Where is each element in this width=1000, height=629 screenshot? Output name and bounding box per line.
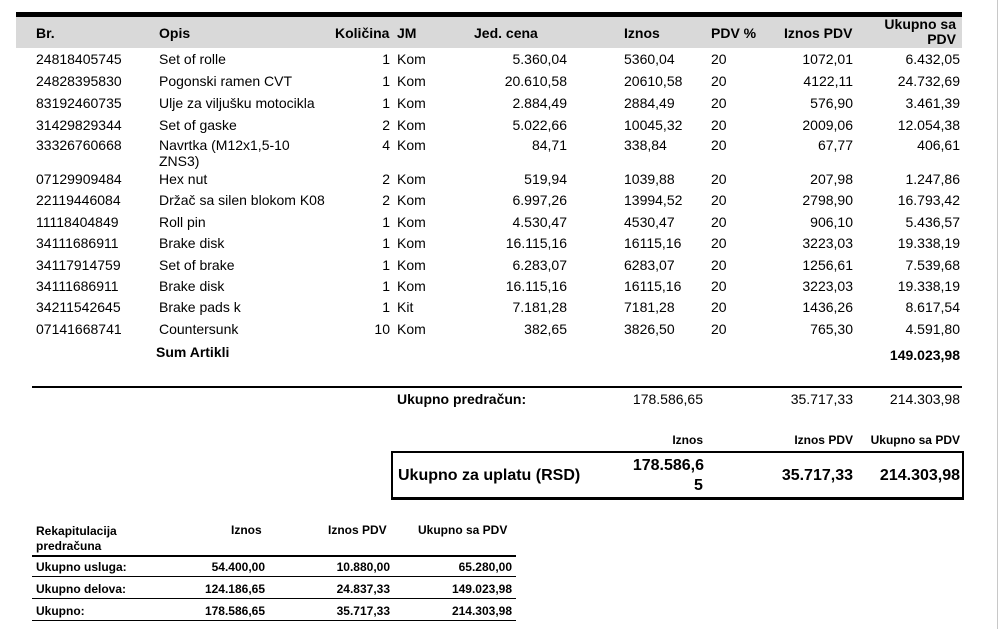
col-header-opis: Opis xyxy=(159,25,191,41)
cell-iznos-pdv: 576,90 xyxy=(810,95,853,111)
cell-pdv-pct: 20 xyxy=(711,51,727,67)
cell-jm: Kit xyxy=(397,299,414,315)
col-header-ukupno-line2: PDV xyxy=(927,31,956,47)
col-header-ukupno-line1: Ukupno sa xyxy=(884,16,956,32)
cell-opis: Pogonski ramen CVT xyxy=(159,73,293,89)
col-header-pdv-pct: PDV % xyxy=(711,25,757,41)
cell-iznos: 3826,50 xyxy=(624,321,675,337)
table-row xyxy=(0,321,1000,343)
recap-label: Ukupno usluga: xyxy=(36,560,127,574)
cell-jed-cena: 6.997,26 xyxy=(512,192,567,208)
col-header-br: Br. xyxy=(36,25,55,41)
cell-jm: Kom xyxy=(397,214,426,230)
recap-row-rule xyxy=(32,576,516,577)
cell-pdv-pct: 20 xyxy=(711,299,727,315)
cell-br: 31429829344 xyxy=(36,117,122,133)
cell-br: 11118404849 xyxy=(36,214,119,230)
cell-iznos-pdv: 4122,11 xyxy=(803,73,853,89)
page-edge xyxy=(997,0,998,629)
cell-kolicina: 1 xyxy=(382,235,390,251)
predracun-ukupno: 214.303,98 xyxy=(889,391,960,407)
cell-jm: Kom xyxy=(397,73,426,89)
table-row xyxy=(0,235,1000,257)
cell-iznos: 4530,47 xyxy=(624,214,675,230)
cell-br: 07129909484 xyxy=(36,171,122,187)
cell-jed-cena: 5.022,66 xyxy=(512,117,567,133)
cell-kolicina: 1 xyxy=(382,214,390,230)
uplata-iznos xyxy=(600,456,704,496)
cell-iznos: 20610,58 xyxy=(624,73,683,89)
cell-jm: Kom xyxy=(397,257,426,273)
cell-opis: Countersunk xyxy=(159,321,239,337)
recap-ukupno: 65.280,00 xyxy=(458,560,512,574)
table-row xyxy=(0,73,1000,95)
cell-iznos: 338,84 xyxy=(624,137,667,153)
cell-pdv-pct: 20 xyxy=(711,73,727,89)
cell-opis: Brake pads k xyxy=(159,299,241,315)
table-row xyxy=(0,299,1000,321)
cell-jm: Kom xyxy=(397,137,426,153)
cell-ukupno: 406,61 xyxy=(917,137,960,153)
cell-ukupno: 19.338,19 xyxy=(897,235,960,251)
cell-kolicina: 2 xyxy=(382,192,390,208)
uplata-header-ukupno: Ukupno sa PDV xyxy=(870,433,960,447)
cell-br: 24828395830 xyxy=(36,73,122,89)
cell-ukupno: 3.461,39 xyxy=(905,95,960,111)
cell-pdv-pct: 20 xyxy=(711,137,727,153)
recap-header-iznos-pdv: Iznos PDV xyxy=(328,523,387,537)
cell-ukupno: 4.591,80 xyxy=(905,321,960,337)
recap-header-ukupno: Ukupno sa PDV xyxy=(418,523,508,537)
col-header-kolicina: Količina xyxy=(335,25,390,41)
cell-opis: Držač sa silen blokom K08 xyxy=(159,192,325,208)
cell-opis: Set of rolle xyxy=(159,51,226,67)
uplata-ukupno: 214.303,98 xyxy=(879,467,960,484)
cell-kolicina: 2 xyxy=(382,117,390,133)
predracun-iznos-pdv: 35.717,33 xyxy=(790,391,853,407)
uplata-iznos-line1: 178.586,6 xyxy=(632,457,704,474)
cell-ukupno: 5.436,57 xyxy=(905,214,960,230)
cell-jm: Kom xyxy=(397,171,426,187)
cell-kolicina: 1 xyxy=(382,73,390,89)
cell-iznos-pdv: 1436,26 xyxy=(802,299,853,315)
cell-ukupno: 8.617,54 xyxy=(905,299,960,315)
table-row xyxy=(0,171,1000,193)
recap-ukupno: 214.303,98 xyxy=(451,604,512,618)
recap-title xyxy=(36,524,117,554)
cell-opis: Set of gaske xyxy=(159,117,237,133)
col-header-iznos: Iznos xyxy=(624,25,660,41)
cell-jm: Kom xyxy=(397,51,426,67)
recap-title-line1: Rekapitulacija xyxy=(36,524,117,538)
recap-header-iznos: Iznos xyxy=(231,523,262,537)
cell-iznos-pdv: 67,77 xyxy=(817,137,853,153)
table-row xyxy=(0,192,1000,214)
predracun-label: Ukupno predračun: xyxy=(397,391,527,407)
cell-ukupno: 7.539,68 xyxy=(905,257,960,273)
cell-iznos-pdv: 906,10 xyxy=(810,214,853,230)
cell-jed-cena: 2.884,49 xyxy=(512,95,567,111)
sum-artikli-label: Sum Artikli xyxy=(156,344,230,360)
predracun-rule xyxy=(32,386,962,388)
cell-jed-cena: 6.283,07 xyxy=(512,257,567,273)
cell-br: 34117914759 xyxy=(36,257,121,273)
table-row xyxy=(0,117,1000,139)
cell-opis: Navrtka (M12x1,5-10 xyxy=(159,137,290,153)
cell-br: 83192460735 xyxy=(36,95,122,111)
cell-ukupno: 6.432,05 xyxy=(905,51,960,67)
cell-iznos-pdv: 3223,03 xyxy=(802,235,853,251)
cell-iznos: 16115,16 xyxy=(624,235,682,251)
cell-kolicina: 1 xyxy=(382,257,390,273)
cell-kolicina: 10 xyxy=(374,321,390,337)
cell-jed-cena: 382,65 xyxy=(524,321,567,337)
cell-iznos: 10045,32 xyxy=(624,117,683,133)
cell-jed-cena: 20.610,58 xyxy=(504,73,567,89)
table-row xyxy=(0,51,1000,73)
cell-ukupno: 16.793,42 xyxy=(897,192,960,208)
table-row xyxy=(0,95,1000,117)
cell-kolicina: 1 xyxy=(382,299,390,315)
table-row xyxy=(0,278,1000,300)
col-header-iznos-pdv: Iznos PDV xyxy=(784,25,853,41)
uplata-label: Ukupno za uplatu (RSD) xyxy=(398,467,581,484)
cell-jm: Kom xyxy=(397,95,426,111)
recap-row-rule xyxy=(32,620,516,621)
col-header-ukupno-sa-pdv xyxy=(860,17,956,47)
cell-kolicina: 1 xyxy=(382,278,390,294)
predracun-iznos: 178.586,65 xyxy=(632,391,703,407)
cell-br: 34211542645 xyxy=(36,299,121,315)
cell-iznos-pdv: 1256,61 xyxy=(802,257,853,273)
cell-pdv-pct: 20 xyxy=(711,192,727,208)
cell-iznos: 1039,88 xyxy=(624,171,675,187)
cell-ukupno: 19.338,19 xyxy=(897,278,960,294)
cell-iznos-pdv: 765,30 xyxy=(810,321,853,337)
uplata-header-iznos-pdv: Iznos PDV xyxy=(794,433,853,447)
cell-pdv-pct: 20 xyxy=(711,214,727,230)
cell-opis-line2: ZNS3) xyxy=(159,153,200,169)
recap-label: Ukupno delova: xyxy=(36,582,127,596)
recap-label: Ukupno: xyxy=(36,604,85,618)
cell-ukupno: 24.732,69 xyxy=(897,73,960,89)
col-header-jed-cena: Jed. cena xyxy=(474,25,538,41)
recap-iznos: 54.400,00 xyxy=(211,560,265,574)
cell-kolicina: 2 xyxy=(382,171,390,187)
cell-iznos: 13994,52 xyxy=(624,192,683,208)
cell-pdv-pct: 20 xyxy=(711,257,727,273)
cell-jm: Kom xyxy=(397,192,426,208)
cell-jm: Kom xyxy=(397,278,426,294)
cell-jm: Kom xyxy=(397,235,426,251)
cell-jed-cena: 5.360,04 xyxy=(512,51,567,67)
cell-iznos: 6283,07 xyxy=(624,257,675,273)
cell-opis: Roll pin xyxy=(159,214,206,230)
cell-br: 22119446084 xyxy=(36,192,121,208)
cell-jed-cena: 7.181,28 xyxy=(512,299,567,315)
recap-iznos-pdv: 35.717,33 xyxy=(336,604,390,618)
cell-pdv-pct: 20 xyxy=(711,321,727,337)
cell-opis: Brake disk xyxy=(159,235,225,251)
cell-pdv-pct: 20 xyxy=(711,235,727,251)
cell-kolicina: 1 xyxy=(382,95,390,111)
recap-ukupno: 149.023,98 xyxy=(451,582,512,596)
recap-row-rule xyxy=(32,598,516,599)
cell-kolicina: 1 xyxy=(382,51,390,67)
cell-iznos-pdv: 3223,03 xyxy=(802,278,853,294)
cell-iznos-pdv: 2009,06 xyxy=(802,117,853,133)
table-row xyxy=(0,257,1000,279)
table-row xyxy=(0,137,1000,169)
sum-artikli-value: 149.023,98 xyxy=(889,347,960,363)
cell-pdv-pct: 20 xyxy=(711,117,727,133)
cell-iznos: 7181,28 xyxy=(624,299,675,315)
recap-iznos: 124.186,65 xyxy=(204,582,265,596)
cell-iznos-pdv: 2798,90 xyxy=(802,192,853,208)
cell-pdv-pct: 20 xyxy=(711,95,727,111)
uplata-header-iznos: Iznos xyxy=(672,433,703,447)
cell-pdv-pct: 20 xyxy=(711,171,727,187)
cell-iznos-pdv: 207,98 xyxy=(810,171,853,187)
cell-iznos: 2884,49 xyxy=(624,95,675,111)
recap-iznos: 178.586,65 xyxy=(204,604,265,618)
col-header-jm: JM xyxy=(397,25,417,41)
uplata-iznos-pdv: 35.717,33 xyxy=(781,467,853,484)
cell-jed-cena: 4.530,47 xyxy=(512,214,567,230)
recap-iznos-pdv: 24.837,33 xyxy=(336,582,390,596)
cell-opis: Ulje za viljušku motocikla xyxy=(159,95,315,111)
table-row xyxy=(0,214,1000,236)
cell-pdv-pct: 20 xyxy=(711,278,727,294)
uplata-iznos-line2: 5 xyxy=(694,477,703,494)
cell-opis: Brake disk xyxy=(159,278,225,294)
cell-iznos: 5360,04 xyxy=(624,51,675,67)
cell-br: 33326760668 xyxy=(36,137,122,153)
cell-kolicina: 4 xyxy=(382,137,390,153)
cell-jed-cena: 16.115,16 xyxy=(505,278,567,294)
cell-jm: Kom xyxy=(397,321,426,337)
cell-jed-cena: 84,71 xyxy=(531,137,567,153)
cell-opis: Hex nut xyxy=(159,171,208,187)
recap-title-line2: predračuna xyxy=(36,539,102,553)
recap-iznos-pdv: 10.880,00 xyxy=(336,560,390,574)
cell-br: 07141668741 xyxy=(36,321,122,337)
cell-iznos-pdv: 1072,01 xyxy=(802,51,853,67)
cell-jed-cena: 16.115,16 xyxy=(505,235,567,251)
cell-jm: Kom xyxy=(397,117,426,133)
cell-ukupno: 12.054,38 xyxy=(897,117,960,133)
cell-iznos: 16115,16 xyxy=(624,278,682,294)
cell-jed-cena: 519,94 xyxy=(524,171,567,187)
cell-br: 34111686911 xyxy=(36,235,119,251)
cell-opis: Set of brake xyxy=(159,257,235,273)
cell-br: 24818405745 xyxy=(36,51,122,67)
cell-ukupno: 1.247,86 xyxy=(905,171,960,187)
recap-rule-top xyxy=(32,555,516,557)
cell-br: 34111686911 xyxy=(36,278,119,294)
